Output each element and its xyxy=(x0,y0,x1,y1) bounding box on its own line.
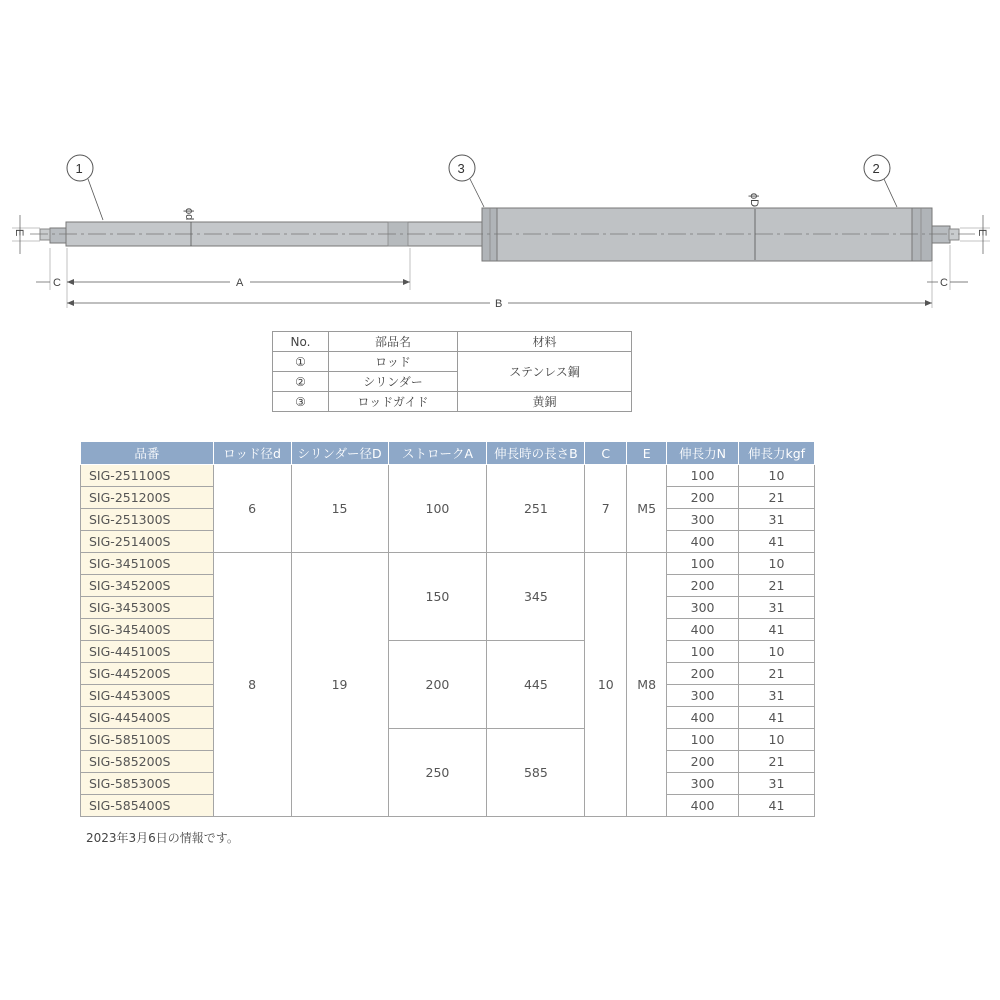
length-cell: 345 xyxy=(487,553,585,641)
length-cell: 445 xyxy=(487,641,585,729)
force-n-cell: 200 xyxy=(667,751,739,773)
header-cylinder-diameter: シリンダー径D xyxy=(291,442,388,465)
table-row xyxy=(81,641,815,663)
info-date-note: 2023年3月6日の情報です。 xyxy=(86,831,239,845)
spec-table xyxy=(80,441,815,817)
model-cell: SIG-585200S xyxy=(81,751,214,773)
gas-spring-drawing xyxy=(0,0,1000,330)
model-cell: SIG-585100S xyxy=(81,729,214,751)
materials-no: ① xyxy=(273,352,329,372)
force-kgf-cell: 21 xyxy=(739,487,815,509)
materials-material: ステンレス鋼 xyxy=(458,352,632,392)
model-cell: SIG-585400S xyxy=(81,795,214,817)
materials-no: ③ xyxy=(273,392,329,412)
dim-cylinder-diameter: ϕD xyxy=(748,193,760,208)
force-kgf-cell: 41 xyxy=(739,707,815,729)
model-cell: SIG-445400S xyxy=(81,707,214,729)
stroke-cell: 250 xyxy=(388,729,487,817)
header-force-kgf: 伸長力kgf xyxy=(739,442,815,465)
force-kgf-cell: 21 xyxy=(739,575,815,597)
dim-e-right: E xyxy=(976,229,988,237)
table-row xyxy=(81,553,815,575)
cylinder-diameter-cell: 19 xyxy=(291,553,388,817)
force-n-cell: 200 xyxy=(667,487,739,509)
force-n-cell: 400 xyxy=(667,619,739,641)
table-row xyxy=(81,729,815,751)
force-kgf-cell: 10 xyxy=(739,553,815,575)
force-kgf-cell: 10 xyxy=(739,641,815,663)
force-kgf-cell: 10 xyxy=(739,729,815,751)
spec-header-row xyxy=(81,442,815,465)
c-cell: 10 xyxy=(585,553,627,817)
dim-a: A xyxy=(236,277,244,289)
force-kgf-cell: 31 xyxy=(739,773,815,795)
header-force-n: 伸長力N xyxy=(667,442,739,465)
model-cell: SIG-585300S xyxy=(81,773,214,795)
force-n-cell: 400 xyxy=(667,707,739,729)
header-rod-diameter: ロッド径d xyxy=(213,442,291,465)
force-kgf-cell: 21 xyxy=(739,663,815,685)
force-kgf-cell: 31 xyxy=(739,509,815,531)
model-cell: SIG-251200S xyxy=(81,487,214,509)
rod-diameter-cell: 8 xyxy=(213,553,291,817)
force-kgf-cell: 31 xyxy=(739,597,815,619)
materials-header-part: 部品名 xyxy=(329,332,458,352)
force-kgf-cell: 31 xyxy=(739,685,815,707)
dim-c-left: C xyxy=(53,277,61,289)
cylinder xyxy=(497,208,912,261)
c-cell: 7 xyxy=(585,465,627,553)
model-cell: SIG-345200S xyxy=(81,575,214,597)
materials-no: ② xyxy=(273,372,329,392)
force-n-cell: 200 xyxy=(667,663,739,685)
callout-1-label: 1 xyxy=(75,161,83,176)
stroke-cell: 200 xyxy=(388,641,487,729)
materials-material: 黄銅 xyxy=(458,392,632,412)
materials-part: ロッドガイド xyxy=(329,392,458,412)
stroke-cell: 100 xyxy=(388,465,487,553)
materials-header-no: No. xyxy=(273,332,329,352)
header-c: C xyxy=(585,442,627,465)
force-n-cell: 300 xyxy=(667,773,739,795)
model-cell: SIG-251100S xyxy=(81,465,214,487)
model-cell: SIG-445200S xyxy=(81,663,214,685)
force-n-cell: 400 xyxy=(667,795,739,817)
cylinder-cap-left xyxy=(482,208,497,261)
force-n-cell: 100 xyxy=(667,465,739,487)
e-cell: M8 xyxy=(627,553,667,817)
force-n-cell: 100 xyxy=(667,729,739,751)
header-stroke: ストロークA xyxy=(388,442,487,465)
force-kgf-cell: 41 xyxy=(739,531,815,553)
dim-rod-diameter: ϕd xyxy=(183,208,195,221)
materials-part: シリンダー xyxy=(329,372,458,392)
dim-c-right: C xyxy=(940,277,948,289)
materials-part: ロッド xyxy=(329,352,458,372)
length-cell: 251 xyxy=(487,465,585,553)
model-cell: SIG-445100S xyxy=(81,641,214,663)
length-cell: 585 xyxy=(487,729,585,817)
stroke-cell: 150 xyxy=(388,553,487,641)
thread-stub xyxy=(949,229,959,240)
force-kgf-cell: 41 xyxy=(739,795,815,817)
callout-3-label: 3 xyxy=(457,161,465,176)
materials-table xyxy=(272,331,632,412)
cylinder-diameter-cell: 15 xyxy=(291,465,388,553)
force-n-cell: 300 xyxy=(667,597,739,619)
force-kgf-cell: 41 xyxy=(739,619,815,641)
model-cell: SIG-251400S xyxy=(81,531,214,553)
callout-2-label: 2 xyxy=(872,161,880,176)
model-cell: SIG-345300S xyxy=(81,597,214,619)
header-model: 品番 xyxy=(81,442,214,465)
rod-end xyxy=(50,228,68,243)
force-n-cell: 200 xyxy=(667,575,739,597)
force-kgf-cell: 10 xyxy=(739,465,815,487)
dim-e-left: E xyxy=(13,229,25,237)
force-n-cell: 300 xyxy=(667,685,739,707)
materials-header-material: 材料 xyxy=(458,332,632,352)
force-n-cell: 100 xyxy=(667,553,739,575)
model-cell: SIG-251300S xyxy=(81,509,214,531)
model-cell: SIG-345100S xyxy=(81,553,214,575)
model-cell: SIG-445300S xyxy=(81,685,214,707)
force-n-cell: 100 xyxy=(667,641,739,663)
force-n-cell: 300 xyxy=(667,509,739,531)
e-cell: M5 xyxy=(627,465,667,553)
rod-diameter-cell: 6 xyxy=(213,465,291,553)
force-kgf-cell: 21 xyxy=(739,751,815,773)
cylinder-end xyxy=(932,226,950,243)
header-extended-length: 伸長時の長さB xyxy=(487,442,585,465)
table-row xyxy=(81,465,815,487)
cylinder-cap-right xyxy=(912,208,932,261)
force-n-cell: 400 xyxy=(667,531,739,553)
header-e: E xyxy=(627,442,667,465)
dim-b: B xyxy=(495,298,503,310)
model-cell: SIG-345400S xyxy=(81,619,214,641)
